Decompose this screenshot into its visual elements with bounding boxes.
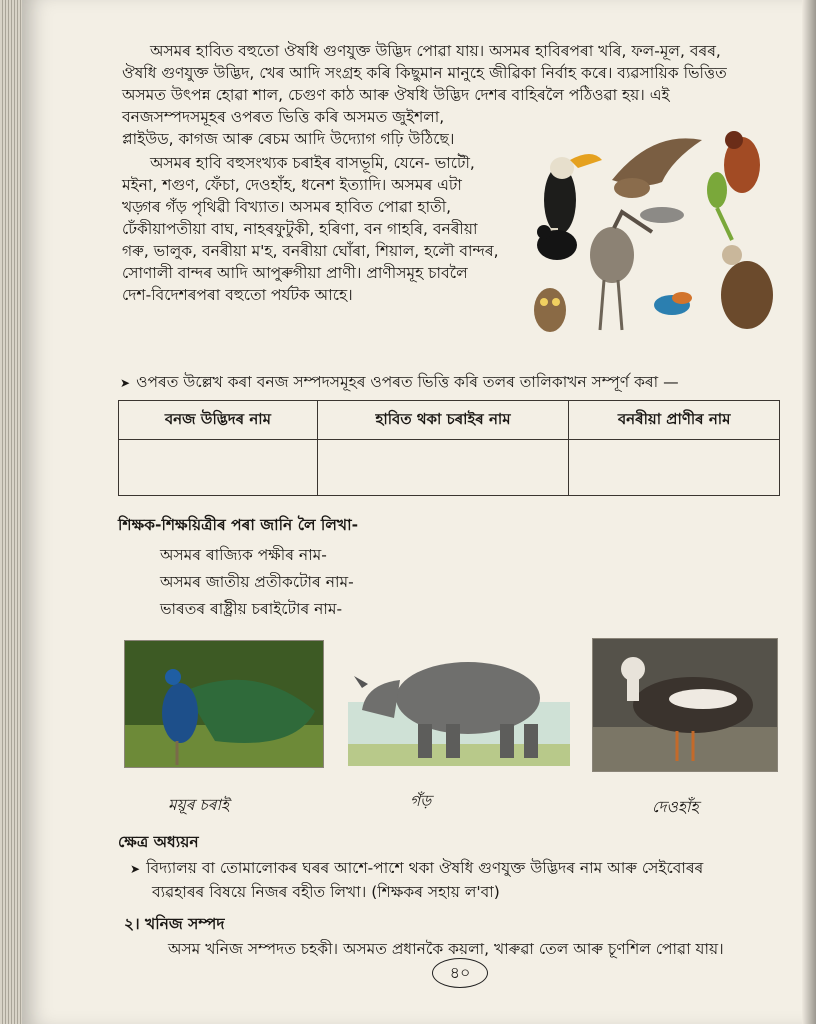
- paragraph-line: বনজসম্পদসমূহৰ ওপৰত ভিত্তি কৰি অসমত জুইশলা,: [122, 108, 445, 126]
- owl-figure: [534, 288, 566, 332]
- paragraph-line: খড়্গৰ গঁড় পৃথিৱী বিখ্যাত। অসমৰ হাবিত পোৱা হাতী,: [122, 198, 452, 216]
- paragraph-line: দেশ-বিদেশৰপৰা বহুতো পৰ্যটক আহে।: [122, 286, 353, 304]
- page-number: ৪০: [432, 958, 488, 988]
- page-right-shadow: [802, 0, 816, 1024]
- page-edge-stack: [0, 0, 22, 1024]
- teacher-question: অসমৰ জাতীয় প্ৰতীকটোৰ নাম-: [160, 573, 354, 591]
- paragraph-line: ঔষধি গুণযুক্ত উদ্ভিদ, খেৰ আদি সংগ্ৰহ কৰি কিছুমান মানুহে জীৱিকা নিৰ্বাহ কৰে। ব্যৱসায়িক ভিত্তিত: [122, 64, 727, 82]
- table-header: হাবিত থকা চৰাইৰ নাম: [317, 401, 569, 440]
- paragraph-line: অসমত উৎপন্ন হোৱা শাল, চেগুণ কাঠ আৰু ঔষধি উদ্ভিদ দেশৰ বাহিৰলৈ পঠিওৱা হয়। এই: [122, 86, 670, 104]
- photo-caption: গঁড়: [410, 792, 432, 810]
- paragraph-line: অসমৰ হাবি বহুসংখ্যক চৰাইৰ বাসভূমি, যেনে- ভাটৌ,: [150, 154, 475, 172]
- photo-caption: ময়ূৰ চৰাই: [168, 796, 230, 814]
- field-study-title: ক্ষেত্ৰ অধ্যয়ন: [118, 833, 199, 851]
- sparrow-figure: [640, 207, 684, 223]
- field-study-line: ব্যৱহাৰৰ বিষয়ে নিজৰ বহীত লিখা। (শিক্ষকৰ সহায় ল'বা): [152, 883, 500, 901]
- field-study-line-text: বিদ্যালয় বা তোমালোকৰ ঘৰৰ আশে-পাশে থকা ঔষধি গুণযুক্ত উদ্ভিদৰ নাম আৰু সেইবোৰৰ: [146, 859, 704, 877]
- table-header: বনজ উদ্ভিদৰ নাম: [119, 401, 318, 440]
- arrow-icon: ➤: [120, 376, 131, 390]
- table-cell-blank[interactable]: [569, 440, 780, 496]
- table-cell-blank[interactable]: [119, 440, 318, 496]
- teacher-question: ভাৰতৰ ৰাষ্ট্ৰীয় চৰাইটোৰ নাম-: [160, 600, 343, 618]
- table-header: বনৰীয়া প্ৰাণীৰ নাম: [569, 401, 780, 440]
- paragraph-wildlife: [122, 152, 499, 306]
- table-cell-blank[interactable]: [317, 440, 569, 496]
- field-study-line: [130, 856, 703, 882]
- table-row: [119, 440, 780, 496]
- instruction-text: ওপৰত উল্লেখ কৰা বনজ সম্পদসমূহৰ ওপৰত ভিত্তি কৰি তলৰ তালিকাখন সম্পূৰ্ণ কৰা —: [136, 373, 679, 391]
- paragraph-line: সোণালী বান্দৰ আদি আপুৰুগীয়া প্ৰাণী। প্ৰাণীসমূহ চাবলৈ: [122, 264, 468, 282]
- photo-caption: দেওহাঁহ: [652, 798, 699, 816]
- teacher-section-title: শিক্ষক-শিক্ষয়িত্ৰীৰ পৰা জানি লৈ লিখা-: [118, 516, 359, 534]
- table-instruction: [120, 370, 679, 396]
- birds-illustration: [522, 120, 778, 342]
- teacher-question: অসমৰ ৰাজ্যিক পক্ষীৰ নাম-: [160, 546, 327, 564]
- paragraph-line: গৰু, ভালুক, বনৰীয়া ম'হ, বনৰীয়া ঘোঁৰা, শিয়াল, হলৌ বান্দৰ,: [122, 242, 499, 260]
- minerals-text: অসম খনিজ সম্পদত চহকী। অসমত প্ৰধানকৈ কয়লা, খাৰুৱা তেল আৰু চূণশিল পোৱা যায়।: [168, 940, 724, 958]
- rhino-photo: [348, 640, 570, 766]
- arrow-icon: ➤: [130, 862, 141, 876]
- paragraph-line: ঢেঁকীয়াপতীয়া বাঘ, নাহৰফুটুকী, হৰিণা, বন গাহৰি, বনৰীয়া: [122, 220, 478, 238]
- paragraph-line: প্লাইউড, কাগজ আৰু ৰেচম আদি উদ্যোগ গঢ়ি উঠিছে।: [122, 130, 455, 148]
- minerals-title: ২। খনিজ সম্পদ: [124, 915, 225, 933]
- forest-resources-table: [118, 400, 780, 496]
- table-header-row: [119, 401, 780, 440]
- paragraph-line: মইনা, শগুণ, ফেঁচা, দেওহাঁহ, ধনেশ ইত্যাদি। অসমৰ এটা: [122, 176, 462, 194]
- peacock-photo: [124, 640, 324, 768]
- white-winged-duck-photo: [592, 638, 778, 772]
- paragraph-line: অসমৰ হাবিত বহুতো ঔষধি গুণযুক্ত উদ্ভিদ পোৱা যায়। অসমৰ হাবিৰপৰা খৰি, ফল-মূল, বৰৰ,: [150, 42, 721, 60]
